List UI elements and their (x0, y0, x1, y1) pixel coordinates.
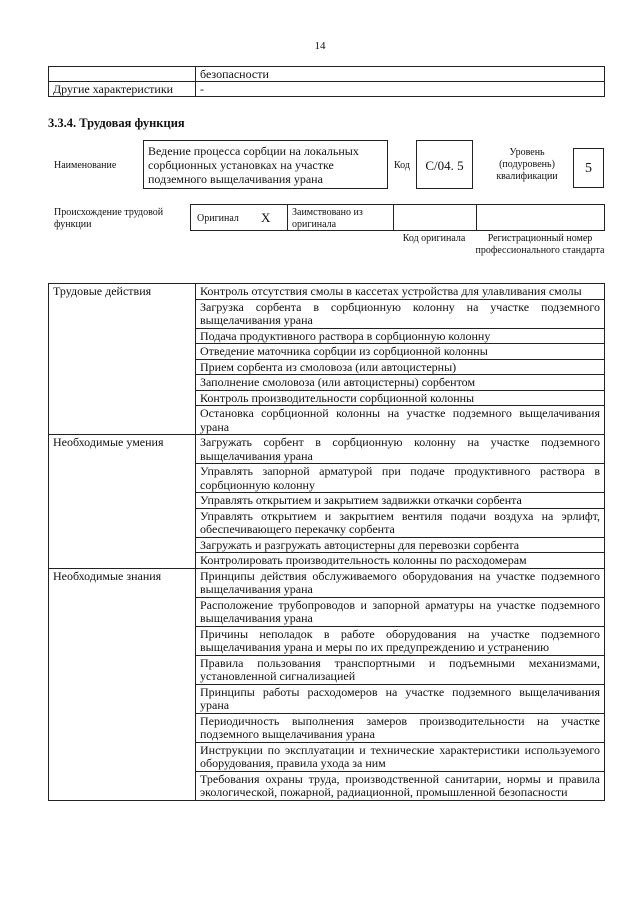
level-value-box (573, 148, 604, 188)
table-cell (49, 67, 196, 82)
table-cell: Причины неполадок в работе оборудования на участке подземного выщелачивания урана и меры по их предупреждению и устранению (196, 626, 605, 655)
table-cell: Управлять открытием и закрытием задвижки откачки сорбента (196, 493, 605, 509)
table-cell: Расположение трубопроводов и запорной арматуры на участке подземного выщелачивания урана (196, 597, 605, 626)
category-required-knowledge: Необходимые знания (49, 568, 196, 800)
name-value: Ведение процесса сорбции на локальных сорбционных установках на участке подземного выщелачивания урана (148, 144, 359, 186)
name-label: Наименование (54, 160, 117, 171)
table-cell: Отведение маточника сорбции из сорбционной колонны (196, 344, 605, 360)
category-labor-actions: Трудовые действия (49, 284, 196, 435)
section-title: 3.3.4. Трудовая функция (48, 116, 185, 130)
table-cell: Заполнение смоловоза (или автоцистерны) сорбентом (196, 375, 605, 391)
table-row (49, 82, 605, 97)
code-original-label: Код оригинала (402, 233, 466, 244)
level-label: Уровень (подуровень) квалификации (496, 147, 558, 182)
table-cell: Периодичность выполнения замеров производительности на участке подземного выщелачивания урана (196, 713, 605, 742)
table-row (49, 568, 605, 597)
reg-number-box (476, 204, 605, 231)
origin-label: Происхождение трудовой функции (54, 207, 164, 230)
table-cell: - (196, 82, 605, 97)
table-cell: безопасности (196, 67, 605, 82)
category-required-skills: Необходимые умения (49, 435, 196, 569)
table-cell: Контролировать производительность колонны по расходомерам (196, 553, 605, 569)
code-value: С/04. 5 (425, 158, 464, 173)
table-cell: Контроль производительности сорбционной колонны (196, 390, 605, 406)
table-cell: Принципы действия обслуживаемого оборудования на участке подземного выщелачивания урана (196, 568, 605, 597)
table-cell: Принципы работы расходомеров на участке подземного выщелачивания урана (196, 684, 605, 713)
borrowed-label: Заимствовано из оригинала (292, 207, 363, 230)
table-cell: Загружать и разгружать автоцистерны для перевозки сорбента (196, 537, 605, 553)
table-cell: Загружать сорбент в сорбционную колонну на участке подземного выщелачивания урана (196, 435, 605, 464)
reg-number-label: Регистрационный номер профессионального стандарта (475, 233, 605, 256)
name-value-box (143, 140, 388, 189)
table-cell: Прием сорбента из смоловоза (или автоцистерны) (196, 359, 605, 375)
table-cell: Контроль отсутствия смолы в кассетах устройства для улавливания смолы (196, 284, 605, 300)
code-label: Код (394, 160, 410, 171)
original-box (190, 204, 288, 231)
borrowed-box (287, 204, 394, 231)
table-cell: Требования охраны труда, производственной санитарии, нормы и правила экологической, пожарной, радиационной, промышленной безопасности (196, 771, 605, 800)
table-cell: Инструкции по эксплуатации и технические характеристики используемого оборудования, правила ухода за ним (196, 742, 605, 771)
table-cell: Остановка сорбционной колонны на участке подземного выщелачивания урана (196, 406, 605, 435)
level-value: 5 (585, 161, 592, 176)
table-cell: Управлять запорной арматурой при подаче продуктивного раствора в сорбционную колонну (196, 464, 605, 493)
table-cell: Правила пользования транспортными и подъемными механизмами, установленной сигнализацией (196, 655, 605, 684)
original-label: Оригинал (197, 213, 239, 224)
table-row (49, 435, 605, 464)
table-cell: Подача продуктивного раствора в сорбционную колонну (196, 328, 605, 344)
code-value-box (416, 140, 473, 189)
table-row (49, 284, 605, 300)
code-original-box (393, 204, 477, 231)
table-cell: Загрузка сорбента в сорбционную колонну на участке подземного выщелачивания урана (196, 299, 605, 328)
page-number: 14 (314, 40, 326, 52)
original-mark: X (261, 210, 271, 225)
table-row (49, 67, 605, 82)
top-characteristics-table (48, 66, 605, 97)
table-cell: Управлять открытием и закрытием вентиля подачи воздуха на эрлифт, обеспечивающего перекачку сорбента (196, 508, 605, 537)
labor-function-table (48, 283, 605, 801)
table-cell: Другие характеристики (49, 82, 196, 97)
